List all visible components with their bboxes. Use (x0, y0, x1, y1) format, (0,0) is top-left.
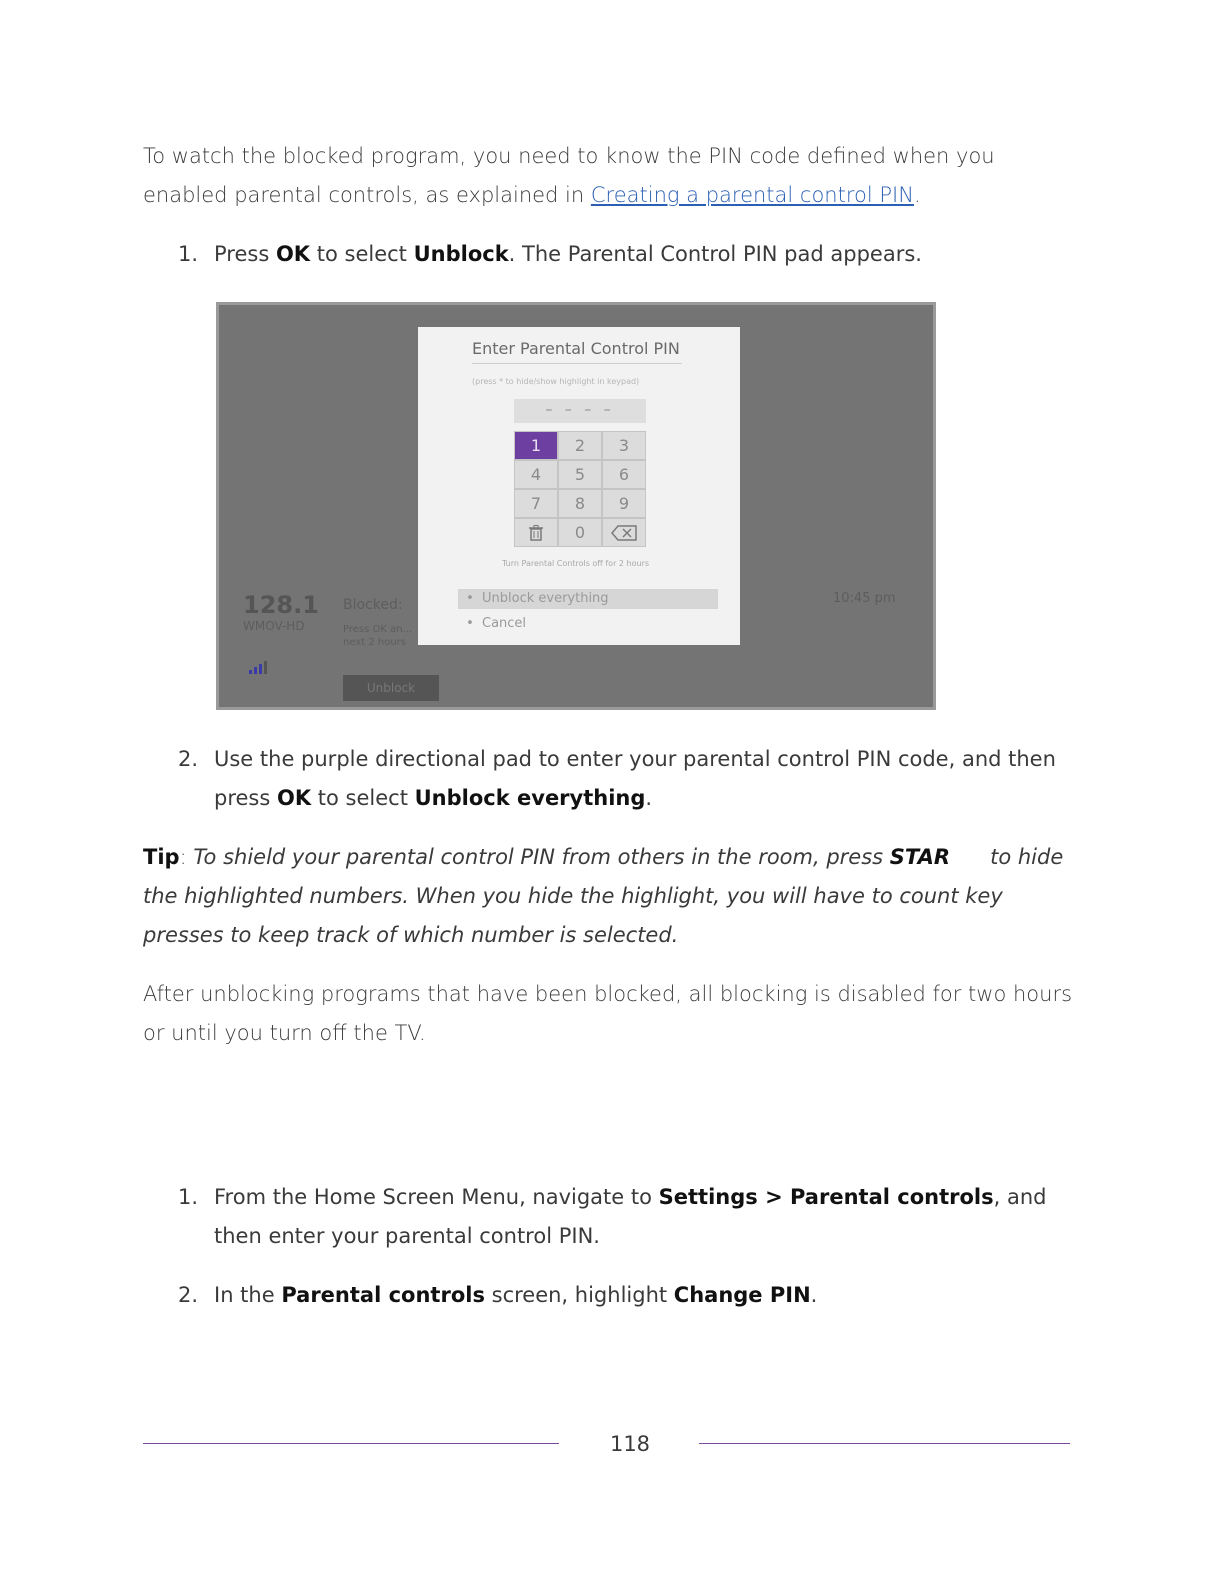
blocked-label: Blocked: (343, 597, 403, 613)
pin-keypad (514, 431, 646, 547)
tip-label: Tip (143, 845, 180, 869)
option-label: Cancel (482, 616, 527, 631)
step-text: . The Parental Control PIN pad appears. (508, 242, 922, 266)
channel-number: 128.1 (243, 591, 319, 619)
footer-rule-right (699, 1443, 1070, 1444)
step-bold: Change PIN (673, 1283, 811, 1307)
tip-paragraph (143, 838, 1083, 955)
step-text: to select (311, 786, 415, 810)
key-9: 9 (602, 489, 646, 518)
after-unblock-paragraph: After unblocking programs that have been blocked, all blocking is disabled for two hours or until you turn off the TV. (143, 982, 1073, 1045)
parental-pin-screenshot (216, 302, 936, 710)
creating-pin-link[interactable]: Creating a parental control PIN (590, 183, 914, 207)
step-text: . (645, 786, 653, 810)
key-4: 4 (514, 460, 558, 489)
unblock-everything-option: • Unblock everything (458, 589, 718, 609)
unblock-button: Unblock (343, 675, 439, 701)
step-bold: OK (275, 242, 311, 266)
option-label: Unblock everything (482, 591, 609, 606)
trash-icon (514, 518, 558, 547)
tip-text: To shield your parental control PIN from others in the room, press (193, 845, 890, 869)
step-2-item (178, 740, 1058, 818)
intro-period: . (913, 183, 921, 207)
step-text: , and then enter your parental control PIN. (214, 1185, 1047, 1248)
step-bold: Parental controls (281, 1283, 485, 1307)
tip-sep: : (179, 845, 194, 869)
pin-entry-field: – – – – (514, 399, 646, 423)
intro-paragraph (143, 137, 1083, 215)
footer-rule-left (143, 1443, 559, 1444)
step-1-item (178, 235, 1058, 274)
step-bold: Unblock (413, 242, 509, 266)
key-2: 2 (558, 431, 602, 460)
change-pin-step-2 (178, 1276, 1058, 1315)
page-number: 118 (609, 1432, 651, 1456)
change-pin-step-1 (178, 1178, 1058, 1256)
step-text: . (810, 1283, 818, 1307)
step-text: Use the purple directional pad to enter your parental control PIN code, and then press (214, 747, 1056, 810)
step-text: to select (310, 242, 414, 266)
dialog-title: Enter Parental Control PIN (472, 339, 680, 358)
step-number: 2. (178, 747, 199, 771)
step-number: 1. (178, 1185, 199, 1209)
clock-time: 10:45 pm (833, 591, 896, 606)
step-bold: Unblock everything (414, 786, 646, 810)
step-number: 2. (178, 1283, 199, 1307)
key-5: 5 (558, 460, 602, 489)
step-bold: OK (276, 786, 312, 810)
key-3: 3 (602, 431, 646, 460)
press-ok-text: Press OK an... next 2 hours (343, 624, 413, 648)
signal-strength-icon (249, 661, 273, 675)
dialog-hint: (press * to hide/show highlight in keypad) (472, 377, 640, 386)
key-6: 6 (602, 460, 646, 489)
step-bold: Settings > Parental controls (658, 1185, 994, 1209)
key-8: 8 (558, 489, 602, 518)
step-text: screen, highlight (484, 1283, 674, 1307)
turn-off-text: Turn Parental Controls off for 2 hours (502, 559, 650, 568)
key-1: 1 (514, 431, 558, 460)
pin-dialog (418, 327, 740, 645)
key-7: 7 (514, 489, 558, 518)
cancel-option: • Cancel (466, 616, 527, 631)
star-key-label: STAR (889, 845, 951, 869)
step-text: In the (214, 1283, 282, 1307)
key-0: 0 (558, 518, 602, 547)
step-text: Press (214, 242, 276, 266)
step-text: From the Home Screen Menu, navigate to (214, 1185, 659, 1209)
dialog-divider (472, 363, 682, 364)
tip-text: to hide the highlighted numbers. When you hide the highlight, you will have to count key presses to keep track of which number is selected. (143, 845, 1070, 947)
channel-name: WMOV-HD (243, 619, 305, 633)
backspace-icon (602, 518, 646, 547)
intro-text: To watch the blocked program, you need to know the PIN code defined when you enabled parental controls, as explained in (143, 144, 995, 207)
step-number: 1. (178, 242, 199, 266)
